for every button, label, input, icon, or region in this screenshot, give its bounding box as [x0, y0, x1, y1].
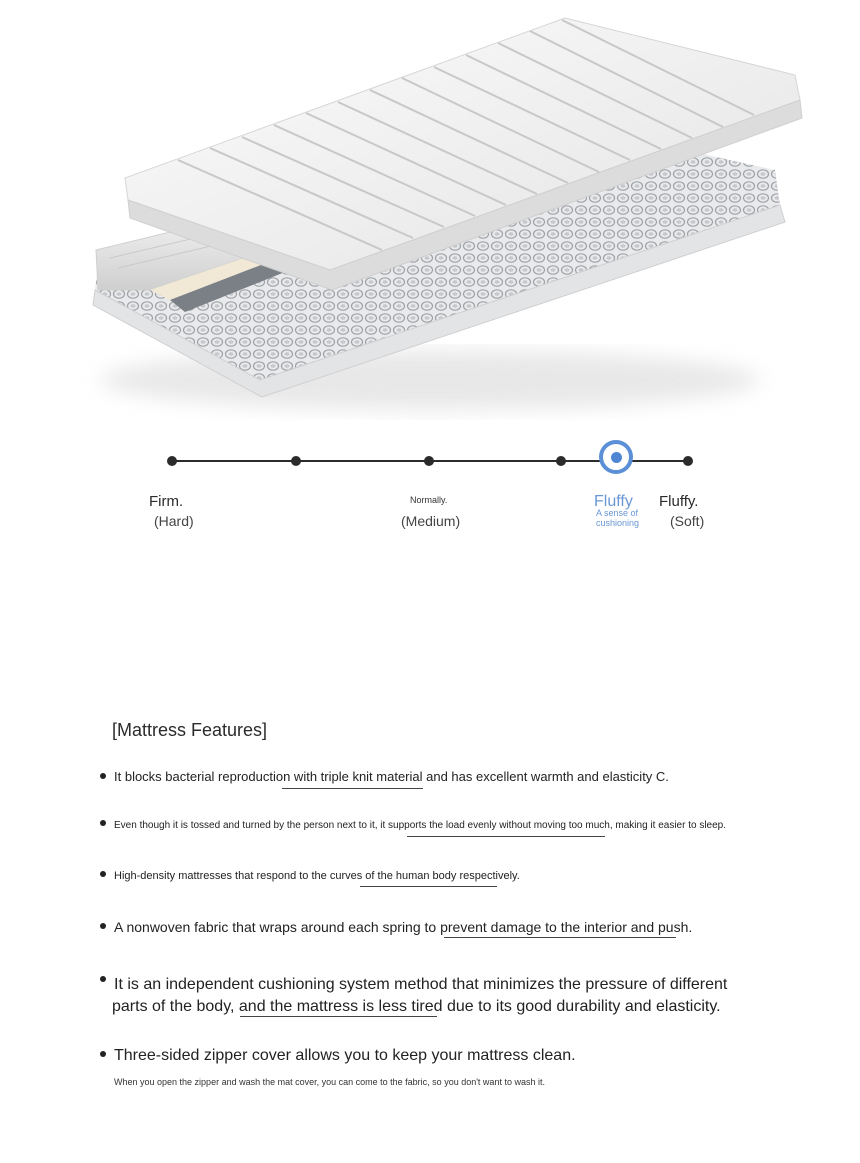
- feature-text: It blocks bacterial reproduction with triple knit material and has excellent warmth and elasticity C.: [114, 769, 669, 784]
- feature-underline: [444, 937, 676, 938]
- feature-note: When you open the zipper and wash the mat cover, you can come to the fabric, so you don't want to wash it.: [114, 1077, 545, 1087]
- scale-label-fluffy-selected: Fluffy: [594, 493, 633, 510]
- feature-underline: [240, 1016, 437, 1017]
- scale-label-normally: Normally.: [410, 495, 448, 505]
- feature-item: [100, 1047, 576, 1065]
- scale-sublabel-cushioning: A sense of cushioning: [596, 508, 640, 528]
- scale-label-fluffy: Fluffy.: [659, 493, 699, 510]
- scale-sublabel-medium: (Medium): [401, 513, 461, 529]
- bullet-icon: [100, 820, 106, 826]
- scale-sublabel-soft: (Soft): [670, 513, 705, 529]
- bullet-icon: [100, 871, 106, 877]
- feature-text: Even though it is tossed and turned by the person next to it, it supports the load evenly without moving too much, making it easier to sleep.: [114, 820, 727, 831]
- feature-text: Three-sided zipper cover allows you to keep your mattress clean.: [114, 1047, 576, 1064]
- firmness-scale: [0, 430, 860, 550]
- feature-underline: [407, 836, 605, 837]
- feature-item: [100, 870, 520, 882]
- feature-text: parts of the body, and the mattress is less tired due to its good durability and elasticity.: [112, 998, 721, 1015]
- mattress-product-image: [0, 0, 860, 420]
- feature-item: [100, 820, 726, 831]
- scale-point-selected[interactable]: [599, 440, 633, 474]
- scale-point-soft[interactable]: [683, 456, 693, 466]
- features-title: [Mattress Features]: [112, 720, 268, 740]
- feature-text: High-density mattresses that respond to the curves of the human body respectively.: [114, 870, 520, 882]
- scale-point-4[interactable]: [556, 456, 566, 466]
- selected-indicator-icon: [611, 452, 622, 463]
- feature-underline: [282, 788, 423, 789]
- scale-sublabel-hard: (Hard): [154, 513, 194, 529]
- scale-point-2[interactable]: [291, 456, 301, 466]
- feature-underline: [360, 886, 497, 887]
- scale-point-medium[interactable]: [424, 456, 434, 466]
- feature-item: [100, 974, 727, 1018]
- feature-text: A nonwoven fabric that wraps around each spring to prevent damage to the interior and push.: [114, 919, 693, 935]
- scale-point-firm[interactable]: [167, 456, 177, 466]
- bullet-icon: [100, 1051, 106, 1057]
- bullet-icon: [100, 773, 106, 779]
- bullet-icon: [100, 923, 106, 929]
- feature-item: [100, 769, 669, 784]
- scale-label-firm: Firm.: [149, 493, 184, 510]
- feature-text: It is an independent cushioning system method that minimizes the pressure of different: [114, 976, 728, 993]
- bullet-icon: [100, 976, 106, 982]
- feature-item: [100, 919, 692, 935]
